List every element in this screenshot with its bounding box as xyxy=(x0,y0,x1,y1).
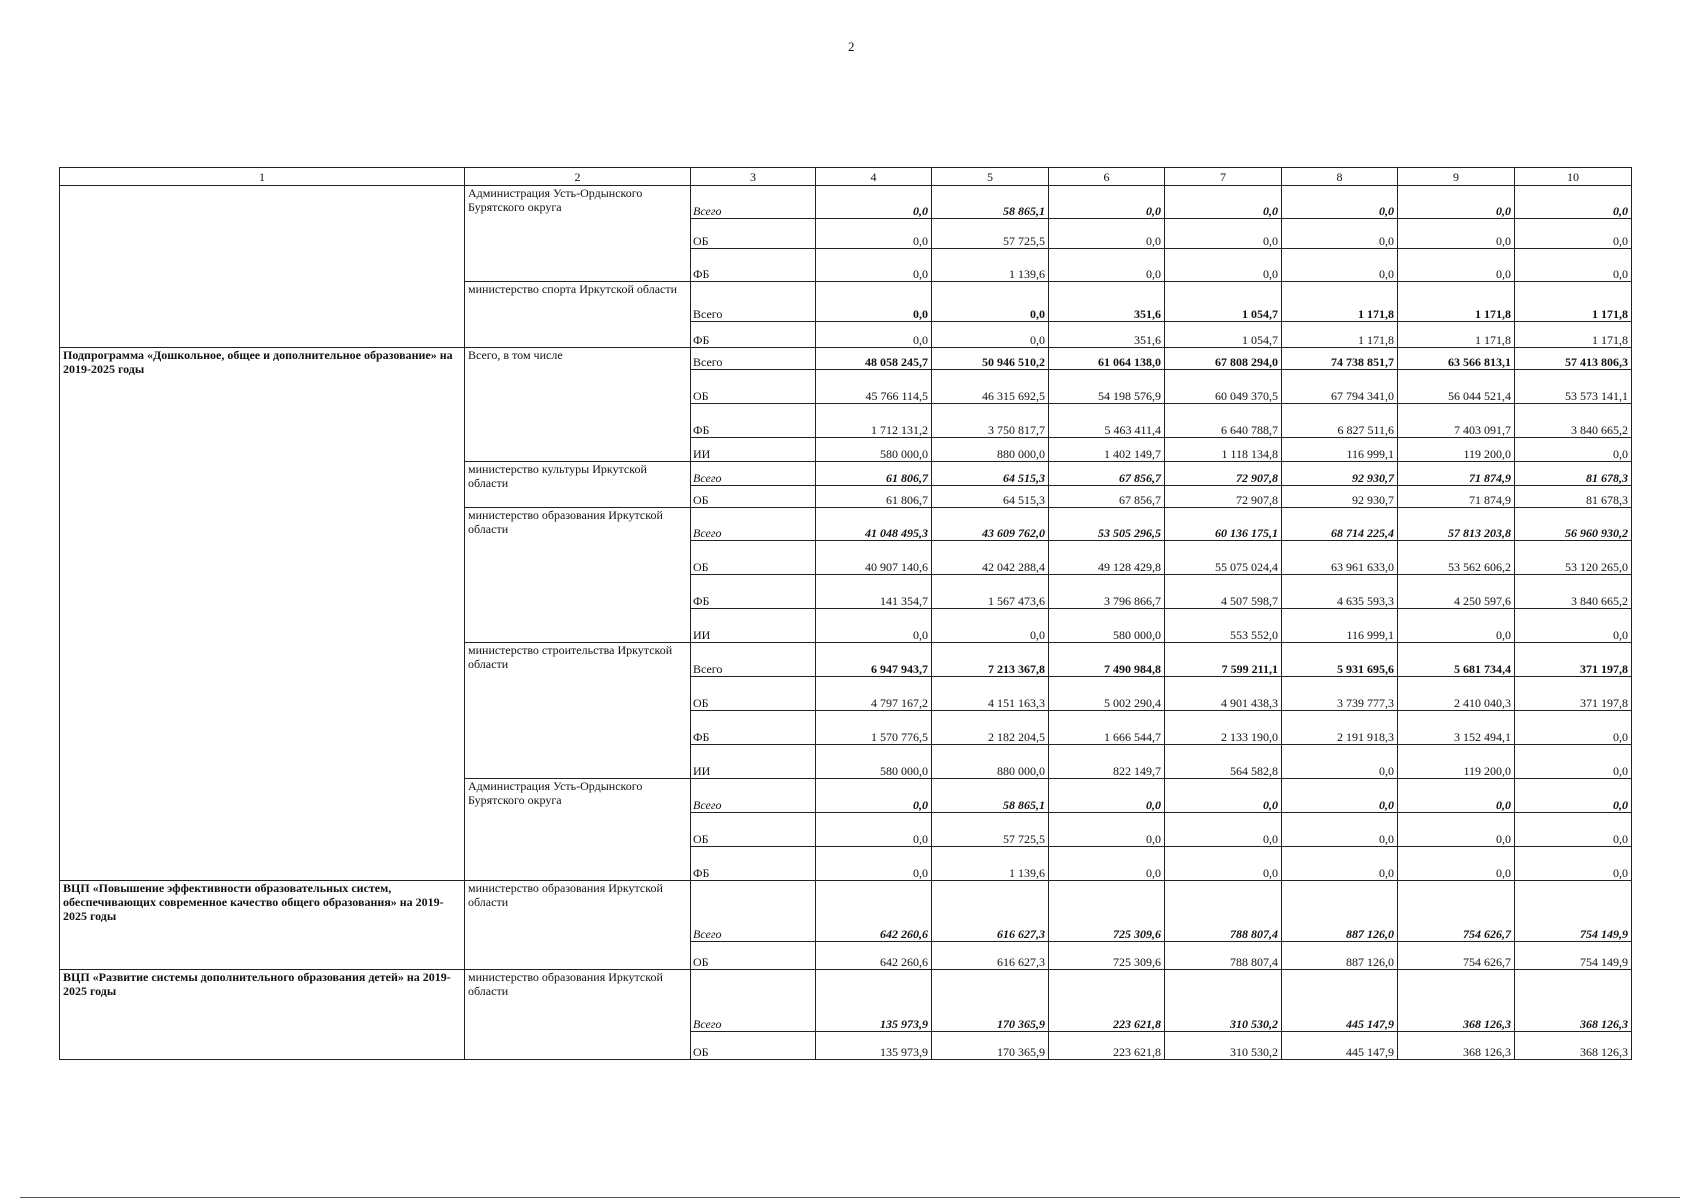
amount-cell: 63 961 633,0 xyxy=(1282,541,1398,575)
amount-cell: 5 681 734,4 xyxy=(1398,643,1515,677)
amount-cell: 61 806,7 xyxy=(816,486,932,508)
amount-cell: 72 907,8 xyxy=(1165,462,1282,486)
amount-cell: 0,0 xyxy=(1049,779,1165,813)
amount-cell: 880 000,0 xyxy=(932,438,1049,462)
amount-cell: 3 750 817,7 xyxy=(932,404,1049,438)
column-header: 10 xyxy=(1515,168,1632,186)
program-name: Подпрограмма «Дошкольное, общее и дополнительное образование» на 2019-2025 годы xyxy=(60,348,465,881)
amount-cell: 754 149,9 xyxy=(1515,881,1632,942)
amount-cell: 0,0 xyxy=(1049,219,1165,249)
amount-cell: 43 609 762,0 xyxy=(932,508,1049,541)
funding-source: Всего xyxy=(691,462,816,486)
amount-cell: 7 213 367,8 xyxy=(932,643,1049,677)
column-header: 7 xyxy=(1165,168,1282,186)
amount-cell: 4 635 593,3 xyxy=(1282,575,1398,609)
amount-cell: 141 354,7 xyxy=(816,575,932,609)
amount-cell: 0,0 xyxy=(1282,745,1398,779)
funding-source: ФБ xyxy=(691,847,816,881)
amount-cell: 2 410 040,3 xyxy=(1398,677,1515,711)
amount-cell: 1 054,7 xyxy=(1165,322,1282,348)
funding-source: ОБ xyxy=(691,942,816,970)
amount-cell: 1 171,8 xyxy=(1515,322,1632,348)
amount-cell: 642 260,6 xyxy=(816,942,932,970)
amount-cell: 580 000,0 xyxy=(816,745,932,779)
amount-cell: 5 463 411,4 xyxy=(1049,404,1165,438)
amount-cell: 0,0 xyxy=(1282,847,1398,881)
amount-cell: 0,0 xyxy=(1515,847,1632,881)
amount-cell: 0,0 xyxy=(816,609,932,643)
amount-cell: 116 999,1 xyxy=(1282,438,1398,462)
amount-cell: 4 797 167,2 xyxy=(816,677,932,711)
amount-cell: 67 808 294,0 xyxy=(1165,348,1282,370)
amount-cell: 368 126,3 xyxy=(1515,970,1632,1032)
amount-cell: 57 813 203,8 xyxy=(1398,508,1515,541)
amount-cell: 0,0 xyxy=(932,282,1049,322)
amount-cell: 2 133 190,0 xyxy=(1165,711,1282,745)
amount-cell: 0,0 xyxy=(1049,813,1165,847)
funding-source: ОБ xyxy=(691,486,816,508)
responsible-executor: Администрация Усть-Ордынского Бурятского округа xyxy=(465,186,691,282)
amount-cell: 61 806,7 xyxy=(816,462,932,486)
amount-cell: 61 064 138,0 xyxy=(1049,348,1165,370)
amount-cell: 0,0 xyxy=(1398,813,1515,847)
amount-cell: 5 931 695,6 xyxy=(1282,643,1398,677)
funding-source: ОБ xyxy=(691,541,816,575)
amount-cell: 1 171,8 xyxy=(1398,322,1515,348)
amount-cell: 64 515,3 xyxy=(932,462,1049,486)
total-row xyxy=(60,970,1632,1032)
amount-cell: 0,0 xyxy=(1515,609,1632,643)
amount-cell: 0,0 xyxy=(1515,779,1632,813)
funding-source: Всего xyxy=(691,348,816,370)
funding-source: ИИ xyxy=(691,745,816,779)
amount-cell: 2 182 204,5 xyxy=(932,711,1049,745)
amount-cell: 1 054,7 xyxy=(1165,282,1282,322)
amount-cell: 0,0 xyxy=(1282,186,1398,219)
amount-cell: 368 126,3 xyxy=(1398,970,1515,1032)
funding-source: ФБ xyxy=(691,404,816,438)
responsible-executor: министерство строительства Иркутской области xyxy=(465,643,691,779)
amount-cell: 40 907 140,6 xyxy=(816,541,932,575)
amount-cell: 1 570 776,5 xyxy=(816,711,932,745)
amount-cell: 310 530,2 xyxy=(1165,1032,1282,1060)
amount-cell: 368 126,3 xyxy=(1398,1032,1515,1060)
funding-source: ИИ xyxy=(691,609,816,643)
amount-cell: 880 000,0 xyxy=(932,745,1049,779)
amount-cell: 0,0 xyxy=(1049,249,1165,282)
funding-source: ОБ xyxy=(691,219,816,249)
funding-source: Всего xyxy=(691,282,816,322)
amount-cell: 351,6 xyxy=(1049,282,1165,322)
total-row xyxy=(60,186,1632,219)
amount-cell: 81 678,3 xyxy=(1515,486,1632,508)
amount-cell: 0,0 xyxy=(1165,779,1282,813)
amount-cell: 580 000,0 xyxy=(816,438,932,462)
program-name: ВЦП «Развитие системы дополнительного образования детей» на 2019-2025 годы xyxy=(60,970,465,1060)
amount-cell: 7 599 211,1 xyxy=(1165,643,1282,677)
amount-cell: 754 626,7 xyxy=(1398,942,1515,970)
funding-source: Всего xyxy=(691,643,816,677)
amount-cell: 60 049 370,5 xyxy=(1165,370,1282,404)
amount-cell: 0,0 xyxy=(816,847,932,881)
amount-cell: 57 725,5 xyxy=(932,219,1049,249)
responsible-executor: министерство образования Иркутской области xyxy=(465,970,691,1060)
funding-source: ИИ xyxy=(691,438,816,462)
amount-cell: 0,0 xyxy=(1398,609,1515,643)
amount-cell: 54 198 576,9 xyxy=(1049,370,1165,404)
amount-cell: 725 309,6 xyxy=(1049,942,1165,970)
amount-cell: 887 126,0 xyxy=(1282,881,1398,942)
amount-cell: 0,0 xyxy=(816,186,932,219)
funding-source: Всего xyxy=(691,186,816,219)
amount-cell: 0,0 xyxy=(1398,779,1515,813)
responsible-executor: Всего, в том числе xyxy=(465,348,691,462)
amount-cell: 0,0 xyxy=(816,813,932,847)
amount-cell: 0,0 xyxy=(1515,186,1632,219)
amount-cell: 46 315 692,5 xyxy=(932,370,1049,404)
amount-cell: 616 627,3 xyxy=(932,881,1049,942)
amount-cell: 1 712 131,2 xyxy=(816,404,932,438)
amount-cell: 6 640 788,7 xyxy=(1165,404,1282,438)
amount-cell: 642 260,6 xyxy=(816,881,932,942)
amount-cell: 56 044 521,4 xyxy=(1398,370,1515,404)
column-header: 2 xyxy=(465,168,691,186)
amount-cell: 42 042 288,4 xyxy=(932,541,1049,575)
amount-cell: 170 365,9 xyxy=(932,1032,1049,1060)
amount-cell: 0,0 xyxy=(1049,186,1165,219)
amount-cell: 0,0 xyxy=(1049,847,1165,881)
amount-cell: 754 626,7 xyxy=(1398,881,1515,942)
amount-cell: 0,0 xyxy=(1282,813,1398,847)
column-header: 1 xyxy=(60,168,465,186)
amount-cell: 1 567 473,6 xyxy=(932,575,1049,609)
amount-cell: 445 147,9 xyxy=(1282,1032,1398,1060)
funding-source: ОБ xyxy=(691,677,816,711)
amount-cell: 0,0 xyxy=(1398,219,1515,249)
column-header: 9 xyxy=(1398,168,1515,186)
amount-cell: 788 807,4 xyxy=(1165,881,1282,942)
amount-cell: 0,0 xyxy=(1515,711,1632,745)
amount-cell: 4 901 438,3 xyxy=(1165,677,1282,711)
amount-cell: 71 874,9 xyxy=(1398,462,1515,486)
amount-cell: 0,0 xyxy=(1165,813,1282,847)
amount-cell: 49 128 429,8 xyxy=(1049,541,1165,575)
amount-cell: 3 739 777,3 xyxy=(1282,677,1398,711)
amount-cell: 67 856,7 xyxy=(1049,486,1165,508)
amount-cell: 41 048 495,3 xyxy=(816,508,932,541)
amount-cell: 5 002 290,4 xyxy=(1049,677,1165,711)
responsible-executor: министерство культуры Иркутской области xyxy=(465,462,691,508)
amount-cell: 788 807,4 xyxy=(1165,942,1282,970)
amount-cell: 135 973,9 xyxy=(816,1032,932,1060)
amount-cell: 310 530,2 xyxy=(1165,970,1282,1032)
amount-cell: 351,6 xyxy=(1049,322,1165,348)
amount-cell: 1 402 149,7 xyxy=(1049,438,1165,462)
amount-cell: 71 874,9 xyxy=(1398,486,1515,508)
amount-cell: 3 840 665,2 xyxy=(1515,404,1632,438)
total-row xyxy=(60,348,1632,370)
amount-cell: 119 200,0 xyxy=(1398,438,1515,462)
amount-cell: 48 058 245,7 xyxy=(816,348,932,370)
amount-cell: 57 413 806,3 xyxy=(1515,348,1632,370)
amount-cell: 0,0 xyxy=(1515,813,1632,847)
amount-cell: 56 960 930,2 xyxy=(1515,508,1632,541)
amount-cell: 1 171,8 xyxy=(1398,282,1515,322)
column-header: 8 xyxy=(1282,168,1398,186)
amount-cell: 0,0 xyxy=(932,609,1049,643)
amount-cell: 55 075 024,4 xyxy=(1165,541,1282,575)
amount-cell: 223 621,8 xyxy=(1049,1032,1165,1060)
amount-cell: 3 840 665,2 xyxy=(1515,575,1632,609)
amount-cell: 53 562 606,2 xyxy=(1398,541,1515,575)
column-header: 6 xyxy=(1049,168,1165,186)
amount-cell: 0,0 xyxy=(816,779,932,813)
amount-cell: 754 149,9 xyxy=(1515,942,1632,970)
amount-cell: 3 152 494,1 xyxy=(1398,711,1515,745)
funding-source: Всего xyxy=(691,508,816,541)
amount-cell: 0,0 xyxy=(1282,219,1398,249)
program-name xyxy=(60,186,465,348)
amount-cell: 50 946 510,2 xyxy=(932,348,1049,370)
amount-cell: 1 139,6 xyxy=(932,249,1049,282)
amount-cell: 1 139,6 xyxy=(932,847,1049,881)
amount-cell: 223 621,8 xyxy=(1049,970,1165,1032)
amount-cell: 0,0 xyxy=(816,282,932,322)
amount-cell: 371 197,8 xyxy=(1515,643,1632,677)
amount-cell: 0,0 xyxy=(816,219,932,249)
amount-cell: 0,0 xyxy=(1515,745,1632,779)
amount-cell: 564 582,8 xyxy=(1165,745,1282,779)
amount-cell: 0,0 xyxy=(1515,219,1632,249)
program-name: ВЦП «Повышение эффективности образовательных систем, обеспечивающих современное качество общего образования» на 2019-2025 годы xyxy=(60,881,465,970)
amount-cell: 0,0 xyxy=(1398,249,1515,282)
amount-cell: 58 865,1 xyxy=(932,779,1049,813)
amount-cell: 0,0 xyxy=(1398,847,1515,881)
funding-source: ОБ xyxy=(691,1032,816,1060)
amount-cell: 0,0 xyxy=(932,322,1049,348)
amount-cell: 0,0 xyxy=(1165,249,1282,282)
column-header: 4 xyxy=(816,168,932,186)
column-header: 3 xyxy=(691,168,816,186)
amount-cell: 57 725,5 xyxy=(932,813,1049,847)
amount-cell: 887 126,0 xyxy=(1282,942,1398,970)
amount-cell: 4 507 598,7 xyxy=(1165,575,1282,609)
amount-cell: 4 250 597,6 xyxy=(1398,575,1515,609)
amount-cell: 92 930,7 xyxy=(1282,462,1398,486)
amount-cell: 368 126,3 xyxy=(1515,1032,1632,1060)
amount-cell: 116 999,1 xyxy=(1282,609,1398,643)
table-body xyxy=(60,186,1632,1060)
amount-cell: 1 171,8 xyxy=(1515,282,1632,322)
amount-cell: 6 827 511,6 xyxy=(1282,404,1398,438)
amount-cell: 0,0 xyxy=(1282,779,1398,813)
responsible-executor: министерство спорта Иркутской области xyxy=(465,282,691,348)
amount-cell: 68 714 225,4 xyxy=(1282,508,1398,541)
amount-cell: 616 627,3 xyxy=(932,942,1049,970)
amount-cell: 119 200,0 xyxy=(1398,745,1515,779)
amount-cell: 60 136 175,1 xyxy=(1165,508,1282,541)
amount-cell: 45 766 114,5 xyxy=(816,370,932,404)
amount-cell: 1 171,8 xyxy=(1282,282,1398,322)
amount-cell: 53 120 265,0 xyxy=(1515,541,1632,575)
amount-cell: 63 566 813,1 xyxy=(1398,348,1515,370)
amount-cell: 7 490 984,8 xyxy=(1049,643,1165,677)
amount-cell: 0,0 xyxy=(1165,219,1282,249)
amount-cell: 580 000,0 xyxy=(1049,609,1165,643)
funding-source: ОБ xyxy=(691,813,816,847)
funding-source: ФБ xyxy=(691,249,816,282)
amount-cell: 371 197,8 xyxy=(1515,677,1632,711)
amount-cell: 72 907,8 xyxy=(1165,486,1282,508)
amount-cell: 0,0 xyxy=(1398,186,1515,219)
amount-cell: 67 856,7 xyxy=(1049,462,1165,486)
amount-cell: 0,0 xyxy=(1515,438,1632,462)
amount-cell: 170 365,9 xyxy=(932,970,1049,1032)
amount-cell: 6 947 943,7 xyxy=(816,643,932,677)
amount-cell: 822 149,7 xyxy=(1049,745,1165,779)
amount-cell: 53 573 141,1 xyxy=(1515,370,1632,404)
amount-cell: 7 403 091,7 xyxy=(1398,404,1515,438)
total-row xyxy=(60,881,1632,942)
amount-cell: 0,0 xyxy=(1165,186,1282,219)
funding-source: Всего xyxy=(691,970,816,1032)
amount-cell: 0,0 xyxy=(1165,847,1282,881)
amount-cell: 1 118 134,8 xyxy=(1165,438,1282,462)
amount-cell: 445 147,9 xyxy=(1282,970,1398,1032)
amount-cell: 2 191 918,3 xyxy=(1282,711,1398,745)
bottom-rule xyxy=(20,1197,1680,1198)
column-header: 5 xyxy=(932,168,1049,186)
amount-cell: 4 151 163,3 xyxy=(932,677,1049,711)
funding-source: ФБ xyxy=(691,711,816,745)
funding-table xyxy=(59,167,1632,1060)
amount-cell: 725 309,6 xyxy=(1049,881,1165,942)
funding-source: ОБ xyxy=(691,370,816,404)
funding-source: Всего xyxy=(691,881,816,942)
amount-cell: 0,0 xyxy=(816,322,932,348)
amount-cell: 67 794 341,0 xyxy=(1282,370,1398,404)
responsible-executor: Администрация Усть-Ордынского Бурятского округа xyxy=(465,779,691,881)
responsible-executor: министерство образования Иркутской области xyxy=(465,508,691,643)
amount-cell: 58 865,1 xyxy=(932,186,1049,219)
page-number: 2 xyxy=(848,39,855,54)
amount-cell: 0,0 xyxy=(1282,249,1398,282)
amount-cell: 135 973,9 xyxy=(816,970,932,1032)
column-number-row xyxy=(60,168,1632,186)
amount-cell: 53 505 296,5 xyxy=(1049,508,1165,541)
amount-cell: 1 666 544,7 xyxy=(1049,711,1165,745)
funding-source: ФБ xyxy=(691,575,816,609)
amount-cell: 3 796 866,7 xyxy=(1049,575,1165,609)
amount-cell: 64 515,3 xyxy=(932,486,1049,508)
amount-cell: 0,0 xyxy=(1515,249,1632,282)
amount-cell: 81 678,3 xyxy=(1515,462,1632,486)
amount-cell: 1 171,8 xyxy=(1282,322,1398,348)
funding-source: Всего xyxy=(691,779,816,813)
amount-cell: 0,0 xyxy=(816,249,932,282)
responsible-executor: министерство образования Иркутской области xyxy=(465,881,691,970)
amount-cell: 92 930,7 xyxy=(1282,486,1398,508)
funding-source: ФБ xyxy=(691,322,816,348)
amount-cell: 553 552,0 xyxy=(1165,609,1282,643)
amount-cell: 74 738 851,7 xyxy=(1282,348,1398,370)
